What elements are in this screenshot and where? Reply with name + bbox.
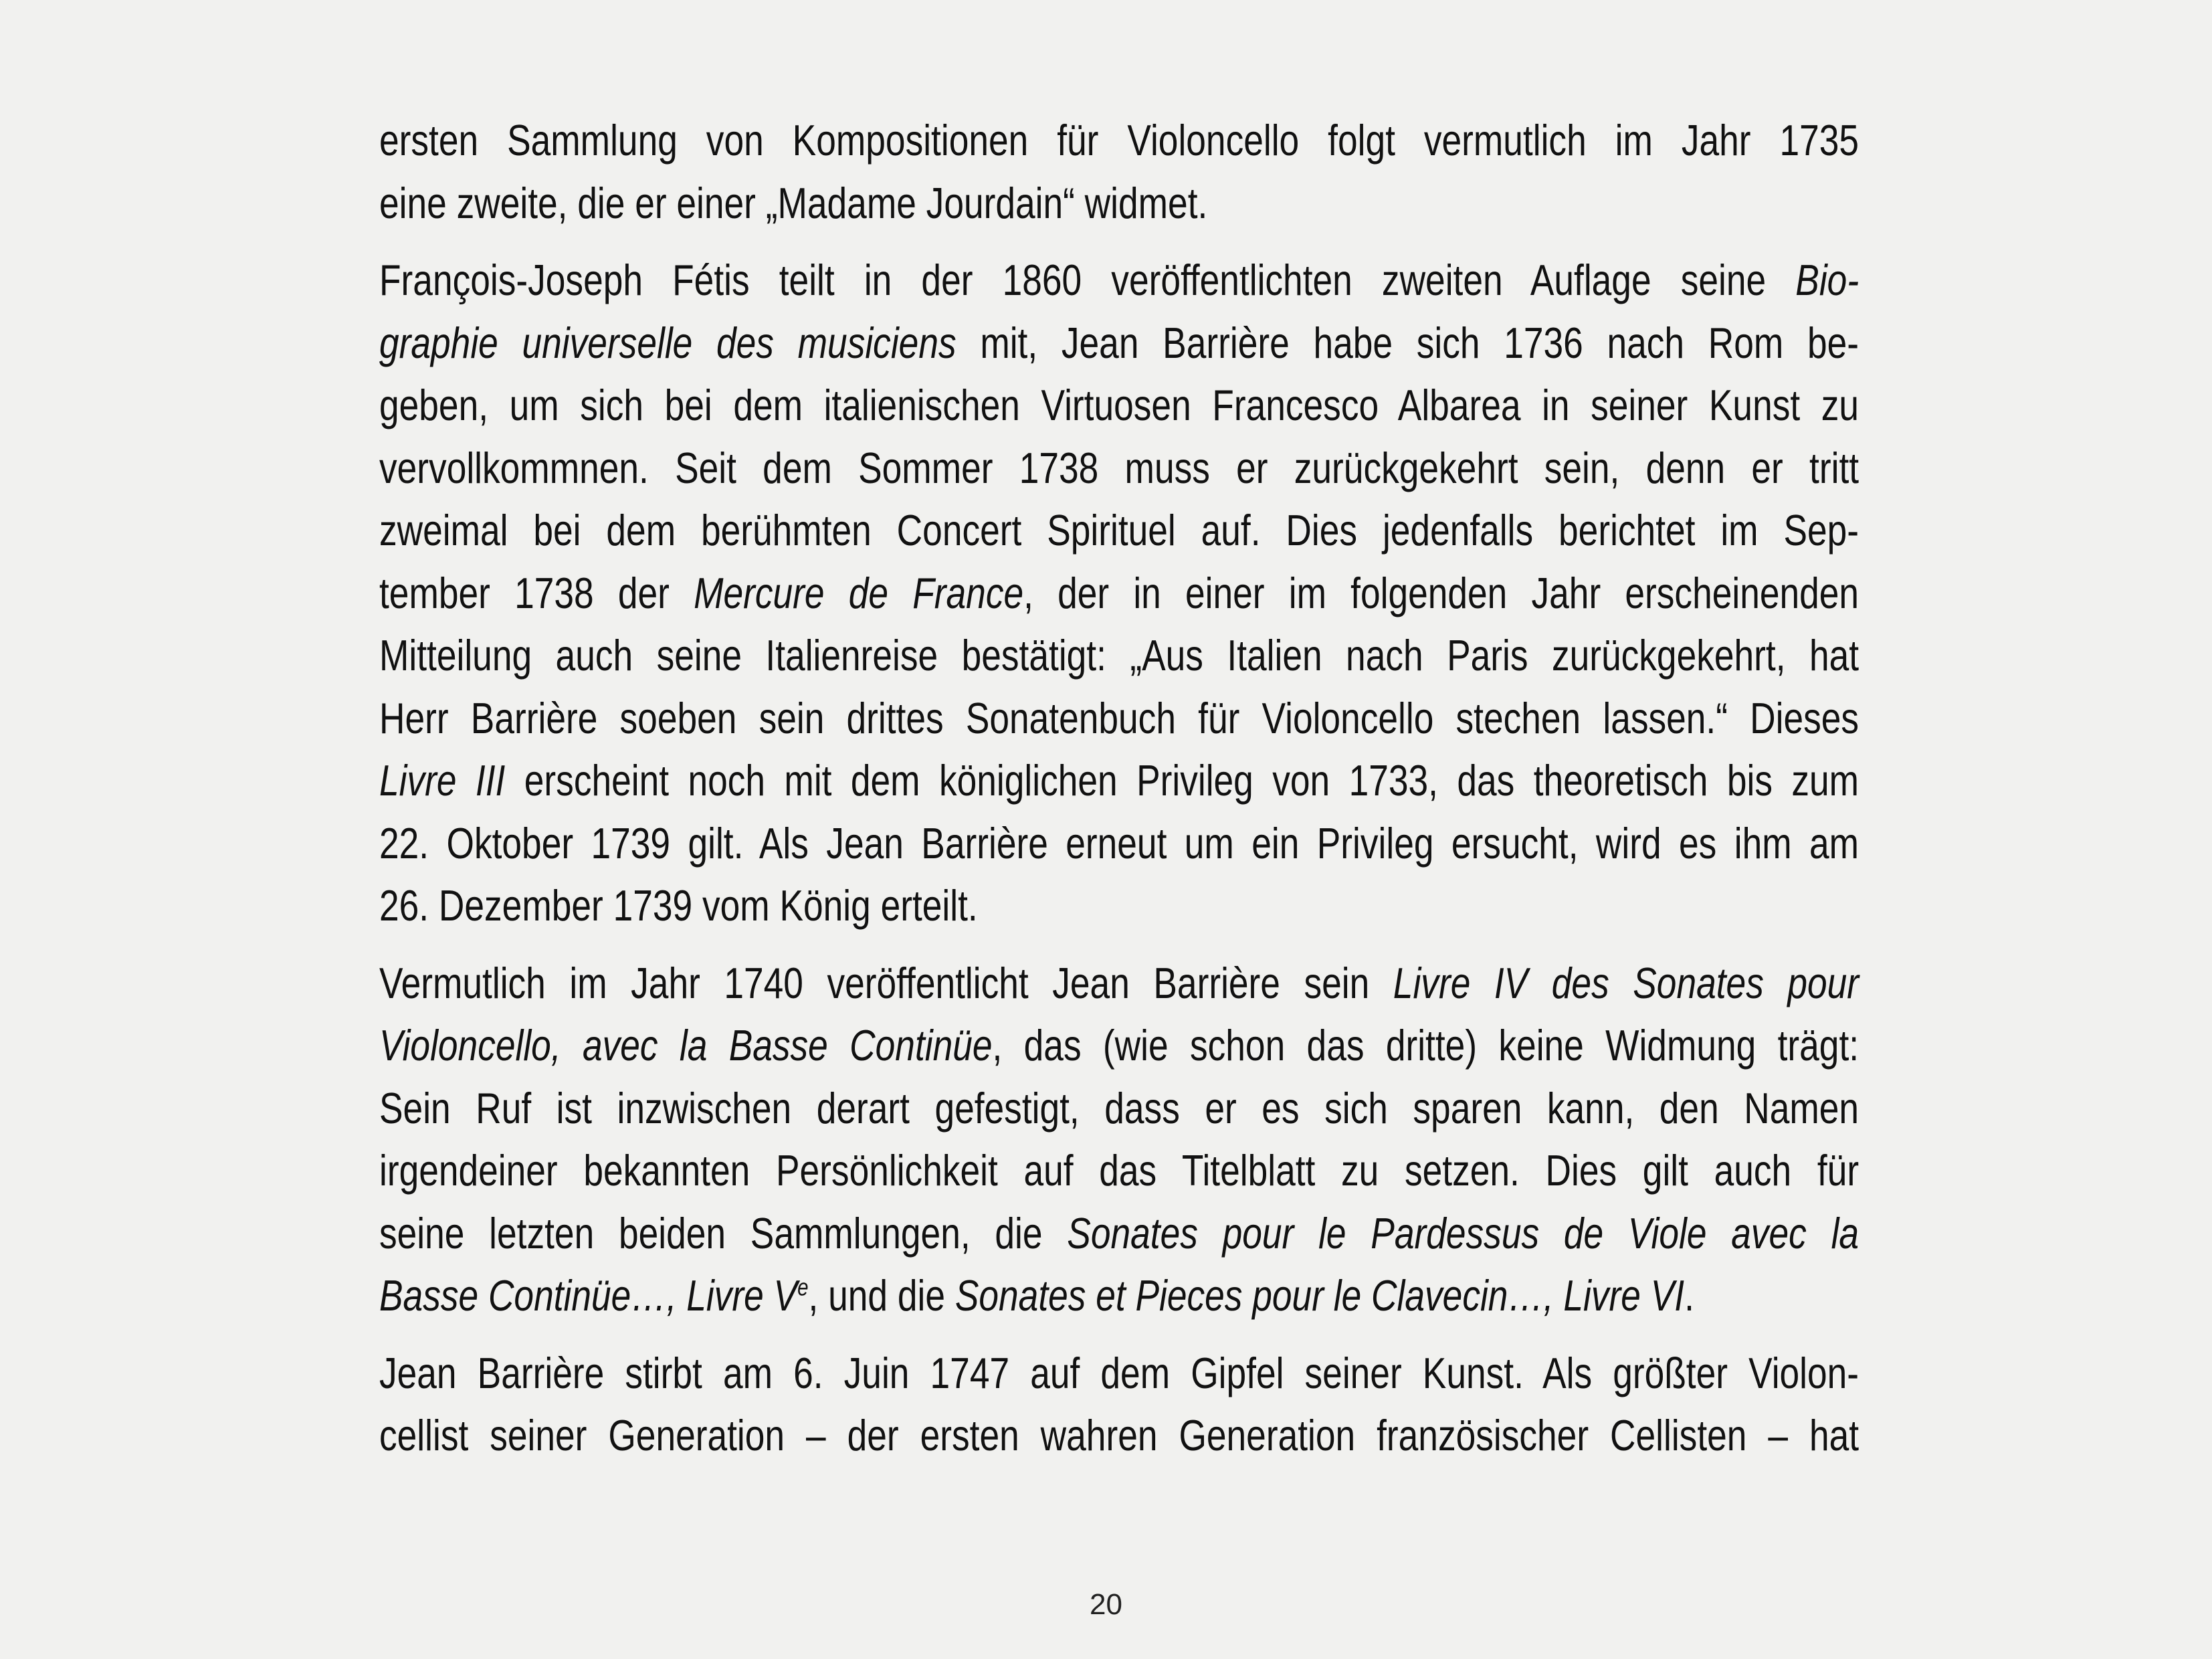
text-segment: ersten Sammlung von Kompositionen für Violoncello folgt vermutlich im Jahr 1735 <box>379 116 1859 165</box>
text-segment: irgendeiner bekannten Persönlichkeit auf das Titelblatt zu setzen. Dies gilt auch für <box>379 1146 1859 1195</box>
text-line <box>379 749 1859 812</box>
text-line <box>379 1404 1859 1467</box>
text-line <box>379 1077 1859 1140</box>
text-segment: 26. Dezember 1739 vom König erteilt. <box>379 881 978 930</box>
text-line <box>379 1139 1859 1202</box>
text-segment: geben, um sich bei dem italienischen Virtuosen Francesco Albarea in seiner Kunst zu <box>379 381 1859 429</box>
italic-title: Sonates et Pieces pour le Clavecin…, Livre VI <box>954 1271 1685 1320</box>
text-segment: zweimal bei dem berühmten Concert Spirituel auf. Dies jedenfalls berichtet im Sep- <box>379 506 1859 555</box>
italic-title: Livre III <box>379 756 506 805</box>
text-segment: Jean Barrière stirbt am 6. Juin 1747 auf dem Gipfel seiner Kunst. Als größter Violon- <box>379 1348 1859 1397</box>
text-line <box>379 374 1859 437</box>
superscript: e <box>797 1273 809 1301</box>
text-line <box>379 1342 1859 1405</box>
text-segment: , und die <box>808 1271 955 1320</box>
italic-title: Violoncello, avec la Basse Continüe <box>379 1021 993 1070</box>
text-segment: mit, Jean Barrière habe sich 1736 nach Rom be- <box>956 318 1859 367</box>
text-line <box>379 1202 1859 1265</box>
text-segment: vervollkommnen. Seit dem Sommer 1738 muss er zurückgekehrt sein, denn er tritt <box>379 443 1859 492</box>
text-segment: François-Joseph Fétis teilt in der 1860 veröffentlichten zweiten Auflage seine <box>379 256 1796 304</box>
text-segment: . <box>1684 1271 1694 1320</box>
text-line <box>379 437 1859 500</box>
paragraph <box>379 109 1859 234</box>
text-line <box>379 812 1859 875</box>
italic-title: graphie universelle des musiciens <box>379 318 957 367</box>
paragraph-gap <box>379 1327 1859 1342</box>
italic-title: Basse Continüe…, Livre V <box>379 1271 798 1320</box>
paragraph-gap <box>379 937 1859 952</box>
text-segment: Mitteilung auch seine Italienreise bestätigt: „Aus Italien nach Paris zurückgekehrt, hat <box>379 631 1859 680</box>
text-segment: seine letzten beiden Sammlungen, die <box>379 1208 1068 1258</box>
page-number: 20 <box>1090 1588 1122 1621</box>
text-line <box>379 687 1859 750</box>
text-segment: cellist seiner Generation – der ersten wahren Generation französischer Cellisten – hat <box>379 1411 1859 1460</box>
italic-title: Bio- <box>1795 256 1859 304</box>
text-line <box>379 562 1859 625</box>
text-segment: Vermutlich im Jahr 1740 veröffentlicht Jean Barrière sein <box>379 958 1393 1007</box>
text-line <box>379 172 1593 235</box>
paragraph <box>379 249 1859 937</box>
text-line <box>379 499 1859 562</box>
text-segment: Sein Ruf ist inzwischen derart gefestigt, dass er es sich sparen kann, den Namen <box>379 1083 1859 1133</box>
body-text <box>379 109 1859 1467</box>
text-segment: eine zweite, die er einer „Madame Jourdain“ widmet. <box>379 178 1208 227</box>
text-line <box>379 1014 1859 1077</box>
text-line <box>379 1264 1694 1327</box>
text-line <box>379 952 1859 1015</box>
text-segment: Herr Barrière soeben sein drittes Sonatenbuch für Violoncello stechen lassen.“ Dieses <box>379 693 1859 743</box>
text-segment: 22. Oktober 1739 gilt. Als Jean Barrière erneut um ein Privileg ersucht, wird es ihm am <box>379 818 1859 868</box>
text-segment: tember 1738 der <box>379 568 694 617</box>
text-segment: erscheint noch mit dem königlichen Privileg von 1733, das theoretisch bis zum <box>505 756 1859 805</box>
paragraph <box>379 952 1859 1327</box>
italic-title: Livre IV des Sonates pour <box>1393 958 1859 1007</box>
text-segment: , das (wie schon das dritte) keine Widmung trägt: <box>992 1021 1859 1070</box>
italic-title: Sonates pour le Pardessus de Viole avec la <box>1067 1208 1859 1258</box>
paragraph-gap <box>379 234 1859 249</box>
text-line <box>379 249 1859 312</box>
paragraph <box>379 1342 1859 1467</box>
italic-title: Mercure de France <box>694 568 1024 617</box>
text-line <box>379 874 1593 937</box>
text-line <box>379 109 1859 172</box>
text-line <box>379 312 1859 375</box>
text-line <box>379 624 1859 687</box>
text-segment: , der in einer im folgenden Jahr erscheinenden <box>1023 568 1859 617</box>
